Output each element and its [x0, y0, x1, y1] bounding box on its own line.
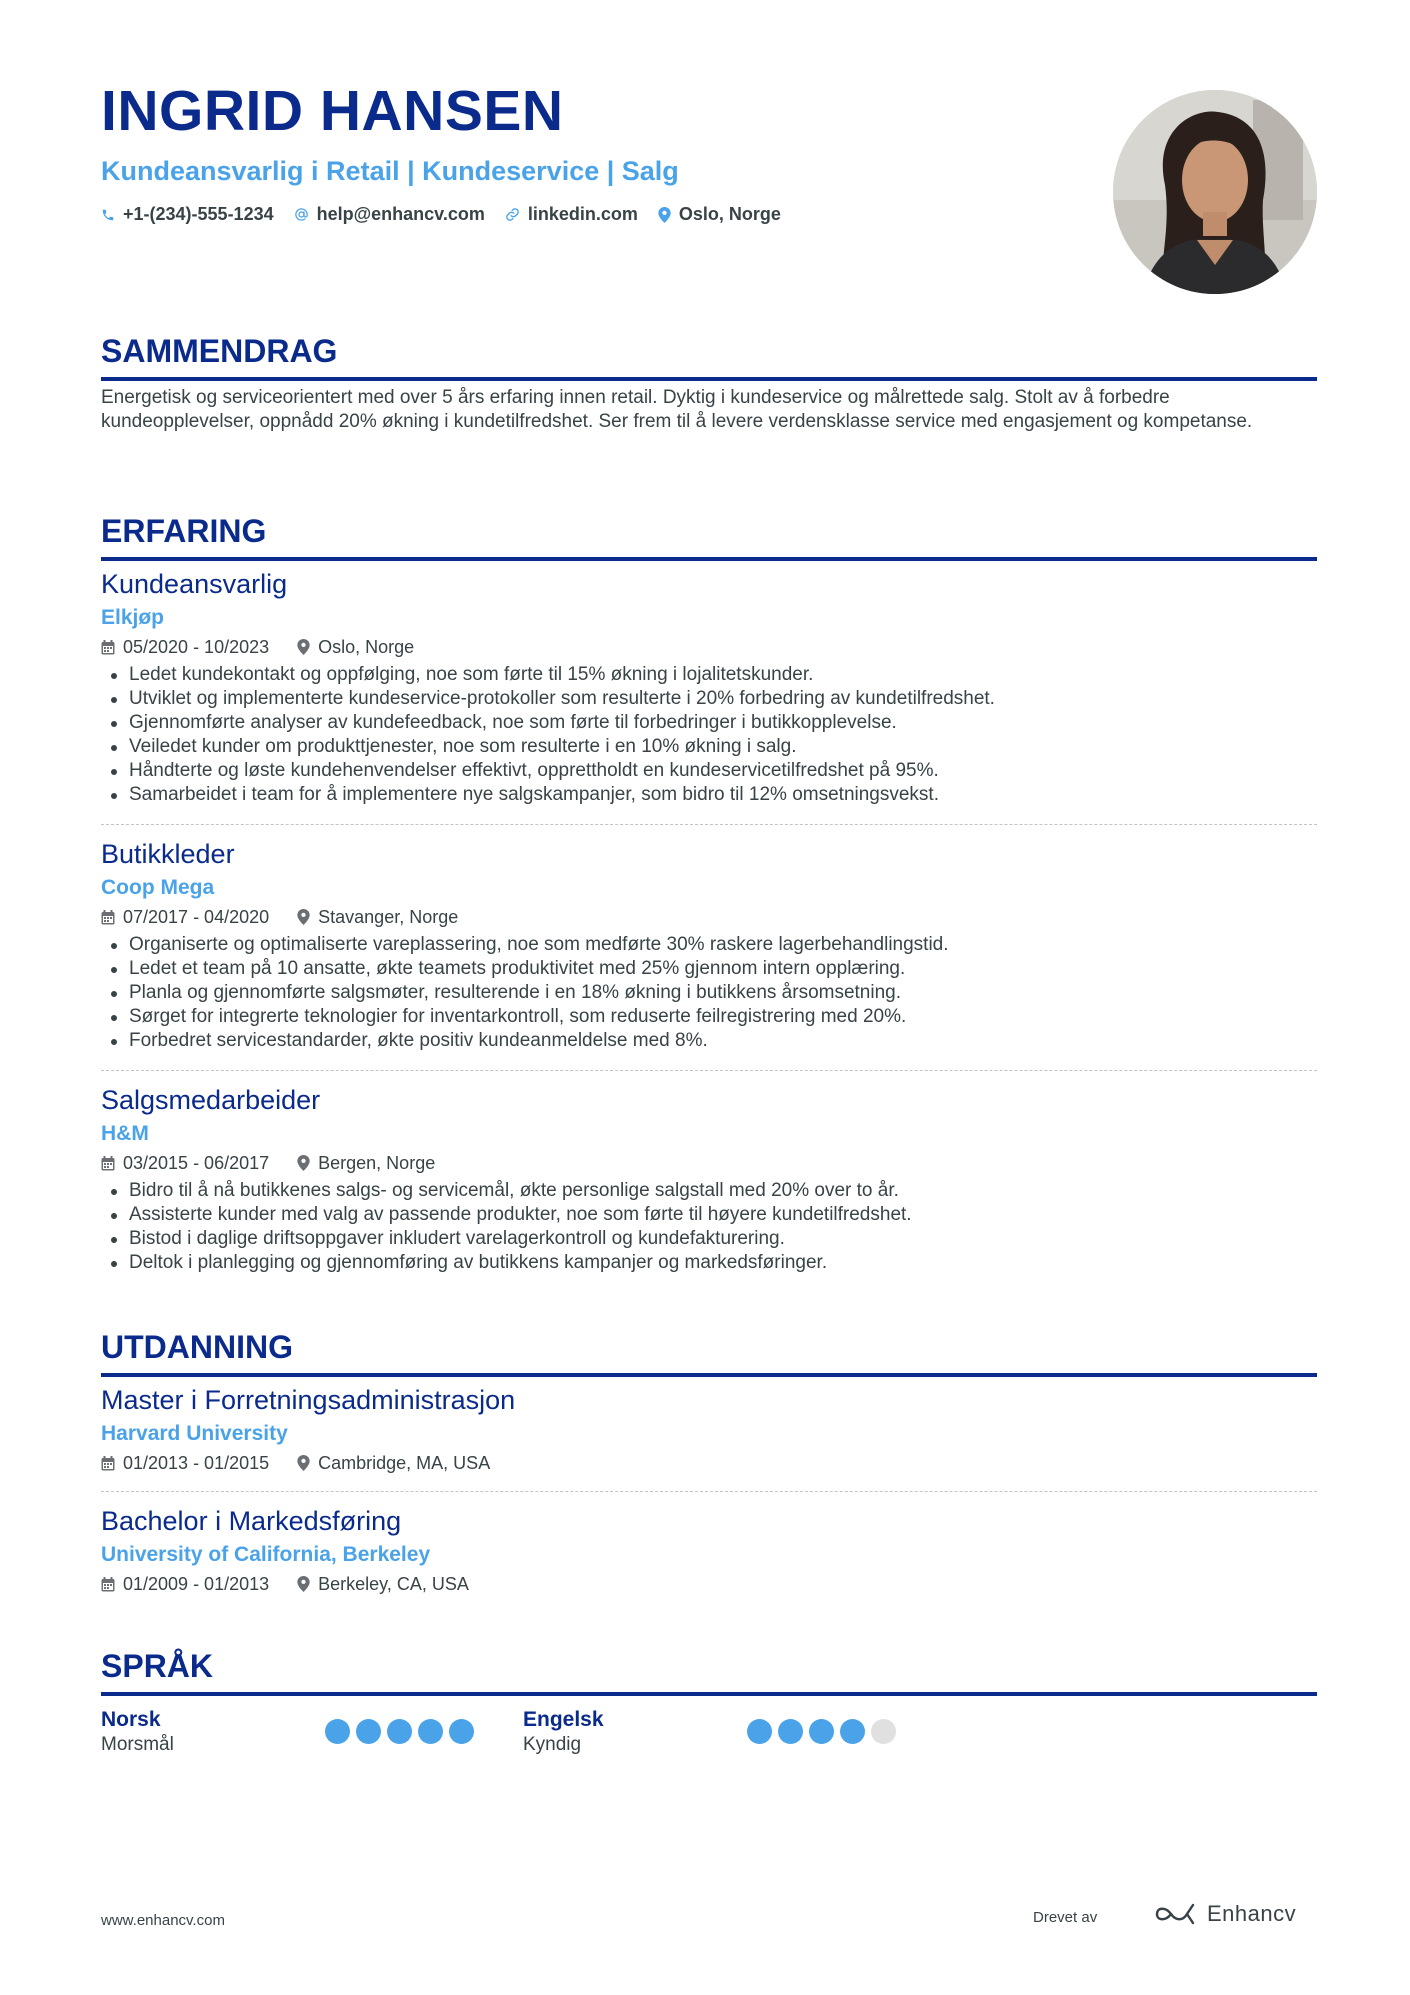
proficiency-dot-empty [871, 1719, 896, 1744]
language-item [101, 1707, 501, 1757]
entry-location [297, 637, 414, 658]
candidate-name: INGRID HANSEN [101, 79, 564, 143]
bullet-item: Veiledet kunder om produkttjenester, noe som resulterte i en 10% økning i salg. [101, 735, 1317, 759]
location-text: Bergen, Norge [318, 1152, 436, 1173]
language-level: Kyndig [523, 1734, 582, 1755]
entry-divider [101, 1491, 1317, 1492]
email-text: help@enhancv.com [316, 204, 485, 224]
job-title: Butikkleder [101, 839, 235, 869]
map-pin-icon [297, 1155, 310, 1171]
proficiency-dot-filled [387, 1719, 412, 1744]
proficiency-dot-filled [356, 1719, 381, 1744]
language-name: Norsk [101, 1708, 161, 1731]
entry-dates [101, 907, 269, 928]
proficiency-dot-filled [418, 1719, 443, 1744]
bullet-item: Deltok i planlegging og gjennomføring av butikkens kampanjer og markedsføringer. [101, 1251, 1317, 1275]
bullet-item: Bidro til å nå butikkenes salgs- og servicemål, økte personlige salgstall med 20% over to år. [101, 1179, 1317, 1203]
proficiency-dot-filled [809, 1719, 834, 1744]
entry-dates [101, 1574, 269, 1595]
school-name: University of California, Berkeley [101, 1543, 431, 1566]
entry-dates [101, 637, 269, 658]
entry-divider [101, 824, 1317, 825]
calendar-icon [101, 1456, 115, 1471]
resume-page [101, 0, 1317, 1995]
linkedin-text: linkedin.com [527, 204, 638, 224]
proficiency-dots [747, 1719, 902, 1744]
bullet-item: Assisterte kunder med valg av passende produkter, noe som førte til høyere kundetilfredshet. [101, 1203, 1317, 1227]
map-pin-icon [297, 639, 310, 655]
candidate-headline: Kundeansvarlig i Retail | Kundeservice | Salg [101, 156, 679, 186]
map-pin-icon [297, 1455, 310, 1471]
footer-powered-by: Drevet av [1033, 1909, 1098, 1926]
dates-text: 05/2020 - 10/2023 [123, 636, 270, 657]
dates-text: 01/2013 - 01/2015 [123, 1452, 270, 1473]
contact-linkedin[interactable] [505, 204, 638, 225]
calendar-icon [101, 640, 115, 655]
education-entry [101, 1504, 1317, 1598]
location-text: Berkeley, CA, USA [318, 1573, 469, 1594]
entry-meta [101, 1570, 1317, 1598]
bullet-item: Håndterte og løste kundehenvendelser effektivt, opprettholdt en kundeservicetilfredshet på 95%. [101, 759, 1317, 783]
entry-location [297, 1574, 469, 1595]
experience-entry [101, 1083, 1317, 1275]
bullet-item: Planla og gjennomførte salgsmøter, resulterende i en 18% økning i butikkens årsomsetning. [101, 981, 1317, 1005]
entry-dates [101, 1453, 269, 1474]
proficiency-dot-filled [449, 1719, 474, 1744]
proficiency-dots [325, 1719, 480, 1744]
calendar-icon [101, 910, 115, 925]
language-level: Morsmål [101, 1734, 174, 1755]
bullet-item: Bistod i daglige driftsoppgaver inkludert varelagerkontroll og kundefakturering. [101, 1227, 1317, 1251]
entry-meta [101, 903, 1317, 931]
bullet-list [101, 663, 1317, 807]
calendar-icon [101, 1156, 115, 1171]
proficiency-dot-filled [778, 1719, 803, 1744]
enhancv-logo-text: Enhancv [1207, 1901, 1297, 1926]
school-name: Harvard University [101, 1422, 288, 1445]
company-name: H&M [101, 1122, 149, 1145]
section-title-education: UTDANNING [101, 1331, 1317, 1377]
bullet-item: Forbedret servicestandarder, økte positiv kundeanmeldelse med 8%. [101, 1029, 1317, 1053]
dates-text: 03/2015 - 06/2017 [123, 1152, 270, 1173]
map-pin-icon [297, 909, 310, 925]
bullet-item: Gjennomførte analyser av kundefeedback, noe som førte til forbedringer i butikkopplevelse. [101, 711, 1317, 735]
experience-entry [101, 567, 1317, 807]
experience-entry [101, 837, 1317, 1053]
bullet-list [101, 1179, 1317, 1275]
calendar-icon [101, 1577, 115, 1592]
entry-meta [101, 1449, 1317, 1477]
at-icon [294, 207, 309, 222]
contact-bar [101, 204, 801, 225]
entry-location [297, 1153, 435, 1174]
phone-icon [101, 208, 115, 222]
dates-text: 07/2017 - 04/2020 [123, 906, 270, 927]
map-pin-icon [658, 207, 671, 223]
degree-title: Bachelor i Markedsføring [101, 1506, 402, 1536]
dates-text: 01/2009 - 01/2013 [123, 1573, 270, 1594]
bullet-item: Samarbeidet i team for å implementere nye salgskampanjer, som bidro til 12% omsetningsvekst. [101, 783, 1317, 807]
education-entry [101, 1383, 1317, 1477]
link-icon [505, 207, 520, 222]
profile-photo [1113, 90, 1317, 294]
proficiency-dot-filled [325, 1719, 350, 1744]
degree-title: Master i Forretningsadministrasjon [101, 1385, 516, 1415]
job-title: Kundeansvarlig [101, 569, 288, 599]
entry-dates [101, 1153, 269, 1174]
company-name: Coop Mega [101, 876, 215, 899]
entry-divider [101, 1070, 1317, 1071]
company-name: Elkjøp [101, 606, 165, 629]
bullet-list [101, 933, 1317, 1053]
entry-meta [101, 1149, 1317, 1177]
proficiency-dot-filled [747, 1719, 772, 1744]
language-item [523, 1707, 923, 1757]
contact-email[interactable] [294, 204, 485, 225]
location-text: Oslo, Norge [678, 204, 781, 224]
summary-text: Energetisk og serviceorientert med over 5 års erfaring innen retail. Dyktig i kundeservice og målrettede salg. Stolt av å forbedre kundeopplevelser, oppnådd 20% økning i kundetilfredshet. Ser frem til å levere verdensklasse service med engasjement og kompetanse. [101, 387, 1253, 432]
contact-phone[interactable] [101, 204, 274, 225]
bullet-item: Organiserte og optimaliserte vareplassering, noe som medførte 30% raskere lagerbehandlingstid. [101, 933, 1317, 957]
section-title-languages: SPRÅK [101, 1650, 1317, 1696]
map-pin-icon [297, 1576, 310, 1592]
language-name: Engelsk [523, 1708, 604, 1731]
enhancv-logo-icon [1153, 1902, 1199, 1926]
section-title-summary: SAMMENDRAG [101, 335, 1317, 381]
entry-location [297, 907, 458, 928]
footer-website-link[interactable]: www.enhancv.com [101, 1912, 225, 1929]
location-text: Oslo, Norge [318, 636, 415, 657]
section-title-experience: ERFARING [101, 515, 1317, 561]
bullet-item: Ledet kundekontakt og oppfølging, noe som førte til 15% økning i lojalitetskunder. [101, 663, 1317, 687]
entry-meta [101, 633, 1317, 661]
job-title: Salgsmedarbeider [101, 1085, 321, 1115]
bullet-item: Utviklet og implementerte kundeservice-protokoller som resulterte i 20% forbedring av kundetilfredshet. [101, 687, 1317, 711]
proficiency-dot-filled [840, 1719, 865, 1744]
location-text: Stavanger, Norge [318, 906, 459, 927]
enhancv-logo[interactable] [1153, 1901, 1296, 1927]
bullet-item: Sørget for integrerte teknologier for inventarkontroll, som reduserte feilregistrering med 20%. [101, 1005, 1317, 1029]
location-text: Cambridge, MA, USA [318, 1452, 491, 1473]
bullet-item: Ledet et team på 10 ansatte, økte teamets produktivitet med 25% gjennom intern opplæring. [101, 957, 1317, 981]
phone-text: +1-(234)-555-1234 [123, 204, 274, 224]
entry-location [297, 1453, 490, 1474]
contact-location [658, 204, 781, 225]
